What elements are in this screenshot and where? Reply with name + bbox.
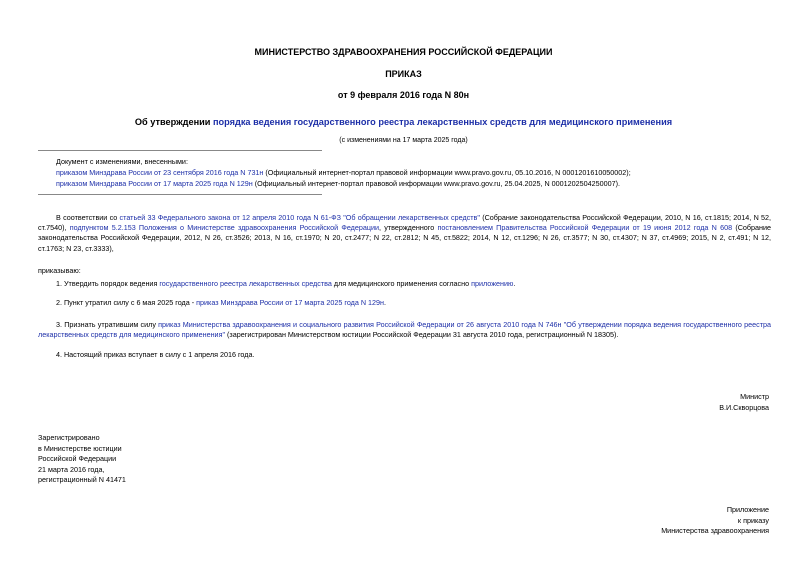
order-item-3 bbox=[38, 320, 771, 340]
registration-line: в Министерстве юстиции bbox=[38, 443, 122, 453]
preamble-text: (Собрание законодательства Российской Федерации, 2012, N 26, ст.3526; 2013, N 16, ст.1970; N 20, ст.2477; N 22, ст.2812; N 45, ст.5822; 2014, N 12, ст.1296; N 26, ст.3577; N 30, ст.4307; N 37, ст.4969; 2015, N 2, ст.491; N 12, ст.1763; N 23, ст.3333), bbox=[38, 223, 771, 253]
appendix-line: к приказу bbox=[737, 515, 769, 525]
signature-block bbox=[719, 392, 769, 413]
ministry-heading: МИНИСТЕРСТВО ЗДРАВООХРАНЕНИЯ РОССИЙСКОЙ ФЕДЕРАЦИИ bbox=[254, 47, 553, 57]
item-text: 1. Утвердить порядок ведения bbox=[56, 279, 160, 288]
item-text: (зарегистрирован Министерством юстиции Российской Федерации 31 августа 2010 года, регистрационный N 18305). bbox=[225, 330, 619, 340]
appendix-line: Министерства здравоохранения bbox=[661, 526, 769, 535]
amendment-link-1[interactable]: приказом Минздрава России от 23 сентября 2016 года N 731н bbox=[56, 168, 264, 177]
order-item-2 bbox=[38, 298, 771, 308]
change-history-intro: Документ с изменениями, внесенными: bbox=[56, 157, 188, 166]
change-history bbox=[56, 156, 756, 189]
order-word: приказываю: bbox=[38, 266, 81, 275]
item-text: . bbox=[513, 279, 516, 288]
registration-line: Зарегистрировано bbox=[38, 433, 100, 442]
registry-link[interactable]: государственного реестра лекарственных средства bbox=[159, 279, 332, 288]
signature-name: В.И.Скворцова bbox=[719, 402, 769, 412]
amendment-source-2: (Официальный интернет-портал правовой информации www.pravo.gov.ru, 25.04.2025, N 0001202504250007). bbox=[252, 179, 621, 188]
signature-position: Министр bbox=[740, 392, 769, 401]
document-title bbox=[0, 117, 807, 127]
registration-line: Российской Федерации bbox=[38, 454, 117, 464]
item-text: 2. Пункт утратил силу с 6 мая 2025 года - bbox=[56, 298, 197, 307]
appendix-link[interactable]: приложению bbox=[471, 279, 514, 288]
preamble-text: , утвержденного bbox=[379, 223, 438, 233]
appendix-heading bbox=[661, 505, 769, 537]
changes-note: (с изменениями на 17 марта 2025 года) bbox=[339, 137, 468, 144]
change-history-item bbox=[56, 178, 756, 189]
regulation-link[interactable]: подпунктом 5.2.153 Положения о Министерстве здравоохранения Российской Федерации bbox=[69, 223, 379, 233]
title-link[interactable]: порядка ведения государственного реестра лекарственных средств для медицинского применения bbox=[212, 117, 673, 127]
registration-block bbox=[38, 433, 126, 486]
registration-line: 21 марта 2016 года, bbox=[38, 464, 105, 474]
item-text: для медицинского применения согласно bbox=[331, 279, 472, 288]
old-order-link[interactable]: приказ Министерства здравоохранения и социального развития Российской Федерации от 26 августа 2010 года N 746н "Об утверждении порядка ведения государственного реестра лекарственных средств для медицинского применения" bbox=[38, 320, 771, 340]
preamble-paragraph bbox=[38, 213, 771, 254]
item-text: 3. Признать утратившим силу bbox=[56, 320, 159, 329]
preamble-text: (Собрание законодательства Российской Федерации, 2010, N 16, ст.1815; 2014, N 52, ст.7540), bbox=[38, 213, 772, 233]
amendment-source-1: (Официальный интернет-портал правовой информации www.pravo.gov.ru, 05.10.2016, N 0001201610050002); bbox=[263, 168, 631, 177]
registration-line: регистрационный N 41471 bbox=[38, 475, 126, 485]
order-item-1 bbox=[38, 279, 771, 289]
repeal-order-link[interactable]: приказ Минздрава России от 17 марта 2025 года N 129н bbox=[196, 298, 385, 307]
change-history-item bbox=[56, 167, 756, 178]
divider-bottom bbox=[38, 194, 322, 195]
preamble-text: В соответствии со bbox=[56, 213, 120, 222]
doc-type-heading: ПРИКАЗ bbox=[385, 69, 422, 79]
government-decree-link[interactable]: постановлением Правительства Российской Федерации от 19 июня 2012 года N 608 bbox=[437, 223, 733, 233]
law-link[interactable]: статьей 33 Федерального закона от 12 апреля 2010 года N 61-ФЗ "Об обращении лекарственных средств" bbox=[119, 213, 480, 222]
date-number-heading: от 9 февраля 2016 года N 80н bbox=[337, 90, 470, 100]
title-prefix: Об утверждении bbox=[134, 117, 213, 127]
appendix-line: Приложение bbox=[726, 505, 769, 514]
amendment-link-2[interactable]: приказом Минздрава России от 17 марта 2025 года N 129н bbox=[56, 179, 253, 188]
item-text: . bbox=[384, 298, 387, 307]
order-item-4: 4. Настоящий приказ вступает в силу с 1 апреля 2016 года. bbox=[56, 350, 255, 359]
divider-top bbox=[38, 150, 322, 151]
